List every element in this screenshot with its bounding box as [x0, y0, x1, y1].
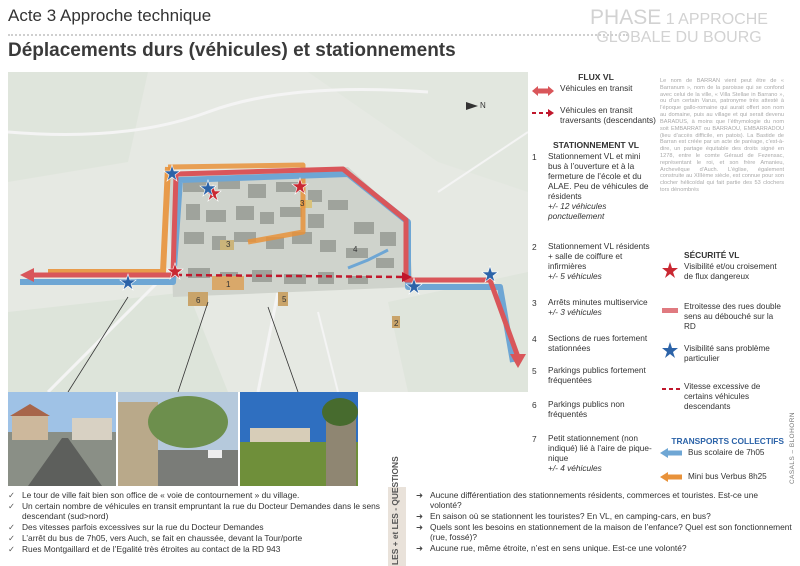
- village-map: [8, 72, 528, 392]
- photo-street-3: [240, 392, 358, 486]
- list-item: ✓ Des vitesses parfois excessives sur la rue du Docteur Demandes: [8, 523, 388, 533]
- map-label-3b: 3: [226, 240, 231, 249]
- phase-word: PHASE: [590, 6, 662, 29]
- list-item: ➜ Aucune différentiation des stationnements résidents, commerces et touristes. Est-ce une volonté?: [416, 491, 792, 511]
- securite-1: Visibilité et/ou croisement de flux dangereux: [684, 262, 777, 281]
- credit-vertical: CASALS – BLOHORN: [789, 412, 796, 484]
- transports-title: TRANSPORTS COLLECTIFS: [671, 436, 784, 446]
- list-item: ➜ En saison où se stationnent les touristes? En VL, en camping-cars, en bus?: [416, 512, 792, 522]
- phase-heading: [574, 6, 784, 47]
- list-item: ✓ L’arrêt du bus de 7h05, vers Auch, se fait en chaussée, devant la Tour/porte: [8, 534, 388, 544]
- securite-title: SÉCURITÉ VL: [684, 250, 740, 260]
- transport-2: Mini bus Verbus 8h25: [688, 472, 767, 481]
- verbus-arrow-icon: [660, 472, 682, 482]
- remarks-list: [8, 491, 388, 555]
- legend-flux-2: Véhicules en transit traversants (descendants): [560, 105, 656, 125]
- map-label-4: 4: [353, 245, 358, 254]
- map-label-5: 5: [282, 295, 287, 304]
- les-questions-tab: LES + et LES - QUESTIONS: [388, 487, 406, 566]
- legend-flux-title: FLUX VL: [578, 72, 614, 82]
- red-star-icon: [662, 262, 678, 278]
- securite-2: Etroitesse des rues double sens au débouché sur la RD: [684, 302, 781, 331]
- securite-4: Vitesse excessive de certains véhicules descendants: [684, 382, 761, 411]
- history-text: Le nom de BARRAN vient peut être de « Barranum », nom de la paroisse qui se confond avec celui de la ville, « Villa Stellae in Barrano », ou d’un certain Varus, patronyme très attesté à l’époque gallo-romaine qui aurait offert son nom au domaine, puis au village et qui serait devenu BARADUS, à moins que l’éthymologie du nom soit EMBARRAT ou BARRAOU, EMBARRADOU (lieu d’accès difficile, en patois). La Bastide de Barran est créée par un acte de paréage, c’est-à-dire, un partage équitable des droits signé en 1278, entre le comte Géraud de Fezensac, représentant le roi, et son frère Amanieu, Archevêque d’Auch. L’église, également construite au XIIIème siècle, est connue pour son clocher hélicoïdal qui fait partie des 53 clochers tors dénombrés: [660, 78, 784, 193]
- section-acte-label: Acte 3 Approche technique: [8, 6, 212, 25]
- list-item: ✓ Le tour de ville fait bien son office de « voie de contournement » du village.: [8, 491, 388, 501]
- page-title: Déplacements durs (véhicules) et stationnements: [8, 40, 456, 61]
- map-label-2: 2: [394, 319, 399, 328]
- svg-text:N: N: [480, 101, 486, 110]
- map-label-1: 1: [226, 280, 231, 289]
- photo-street-1: [8, 392, 116, 486]
- list-item: ✓ Un certain nombre de véhicules en transit empruntant la rue du Docteur Demandes dans le sens descendant (sud>nord): [8, 502, 388, 522]
- blue-star-icon: [662, 342, 678, 358]
- map-label-3a: 3: [300, 199, 305, 208]
- phase-subtitle: GLOBALE DU BOURG: [596, 29, 762, 47]
- phase-approche: 1 APPROCHE: [665, 11, 768, 28]
- narrow-street-icon: [662, 308, 678, 313]
- legend-stationnement-title: STATIONNEMENT VL: [552, 140, 640, 150]
- map-label-6: 6: [196, 296, 201, 305]
- transit-arrow-icon: [532, 84, 554, 98]
- photo-street-2: [118, 392, 238, 486]
- legend-flux-1: Véhicules en transit: [560, 83, 633, 93]
- traversant-arrow-icon: [532, 106, 554, 120]
- header-divider: [8, 34, 628, 36]
- list-item: ✓ Rues Montgaillard et de l’Egalité très étroites au contact de la RD 943: [8, 545, 388, 555]
- school-bus-arrow-icon: [660, 448, 682, 458]
- list-item: ➜ Quels sont les besoins en stationnement de la maison de l’enfance? Quel est son fonctionnement (rue, fossé)?: [416, 523, 792, 543]
- transport-1: Bus scolaire de 7h05: [688, 448, 765, 457]
- securite-3: Visibilité sans problème particulier: [684, 344, 770, 363]
- list-item: ➜ Aucune rue, même étroite, n’est en sens unique. Est-ce une volonté?: [416, 544, 792, 554]
- speed-dash-icon: [662, 386, 680, 392]
- questions-list: [416, 491, 792, 554]
